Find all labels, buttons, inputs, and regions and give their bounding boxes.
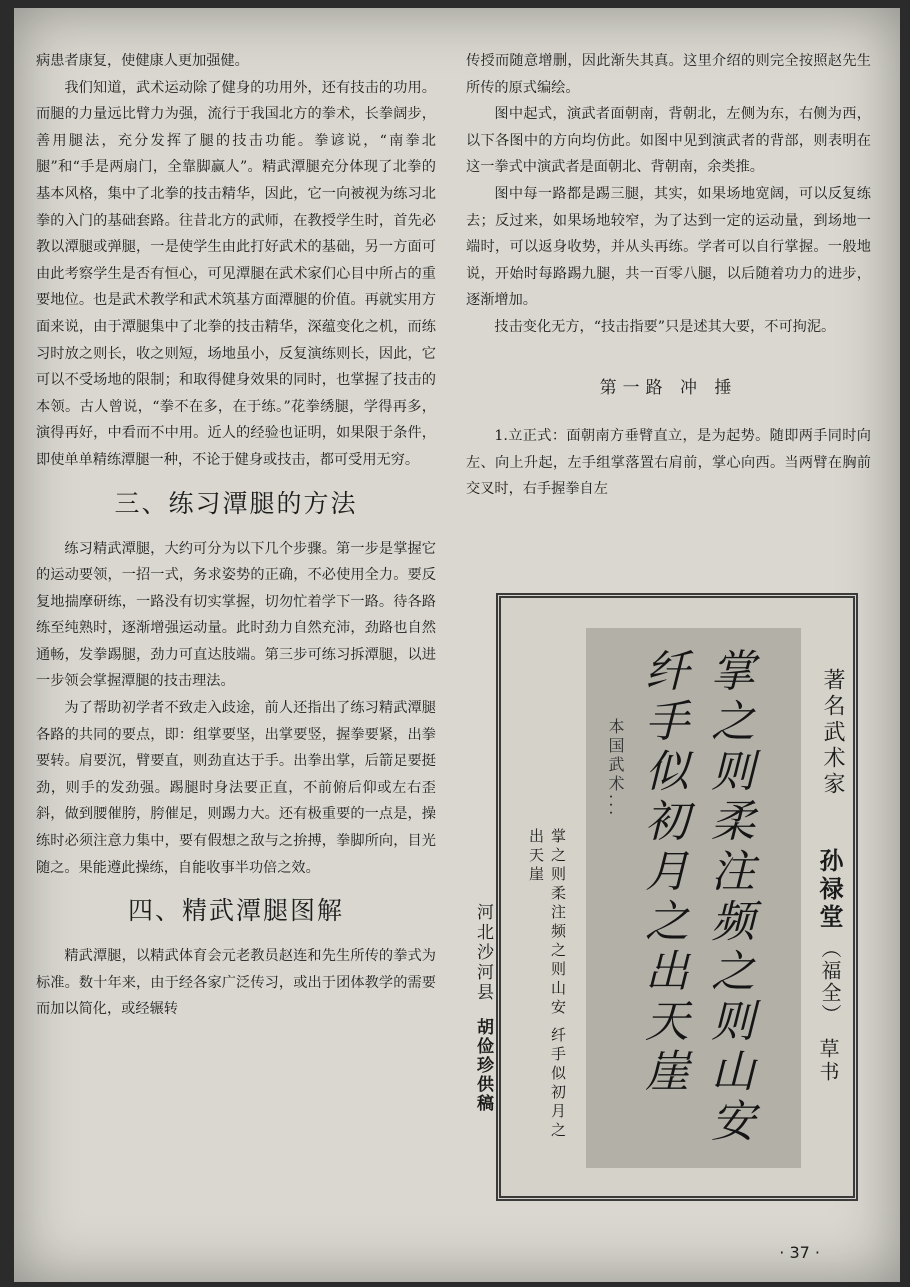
calligraphy-scroll	[586, 628, 801, 1168]
paragraph: 技击变化无方，“技击指要”只是述其大要，不可拘泥。	[494, 318, 836, 335]
section-heading-4: 四、精武潭腿图解	[127, 896, 344, 926]
caption-title: 著名武术家	[820, 668, 845, 798]
paragraph: 练习精武潭腿，大约可分为以下几个步骤。第一步是掌握它的运动要领，一招一式，务求姿势的正确，不必使用全力。要反复地揣摩研练，一路没有切实掌握，切勿忙着学下一路。待各路练至纯熟时，逐渐增强运动量。此时劲力自然充沛，劲路也自然通畅，发拳踢腿，劲力可直达肢端。第三步可练习拆潭腿，以进一步领会掌握潭腿的技击理法。	[36, 540, 436, 690]
right-column	[466, 48, 871, 503]
paragraph: 传授而随意增删，因此渐失其真。这里介绍的则完全按照赵先生所传的原式编绘。	[466, 53, 871, 96]
calligraphy-inscription: 本国武术...	[606, 718, 625, 819]
paragraph: 为了帮助初学者不致走入歧途，前人还指出了练习精武潭腿各路的共同的要点，即：组掌要坚，出掌要竖，握拳要紧，出拳要转。肩要沉，臂要直，则劲直达于手。出拳出掌，后箭足要挺劲，则手的发劲强。踢腿时身法要正直，不前俯后仰或左右歪斜，做到腰催胯，胯催足，则踢力大。还有极重要的一点是，操练时必须注意力集中，要有假想之敌与之拚搏，拳脚所向，目光随之。果能遵此操练，自能收事半功倍之效。	[36, 700, 436, 876]
paragraph: 精武潭腿，以精武体育会元老教员赵连和先生所传的拳式为标准。数十年来，由于经各家广泛传习，或出于团体教学的需要而加以简化，或经辗转	[36, 948, 436, 1018]
magazine-page	[14, 8, 900, 1282]
caption-transcription: 掌之则柔注频之则山安 纤手似初月之出天崖	[527, 828, 567, 1141]
paragraph: 图中每一路都是踢三腿，其实，如果场地宽阔，可以反复练去；反过来，如果场地较窄，为了达到一定的运动量，到场地一端时，可以返身收势，并从头再练。学者可以自行掌握。一般地说，开始时每路踢九腿，共一百零八腿，以后随着功力的进步，逐渐增加。	[466, 185, 871, 309]
contributor-place: 河北沙河县	[473, 903, 493, 1003]
paragraph: 图中起式，演武者面朝南，背朝北，左侧为东，右侧为西，以下各图中的方向均仿此。如图中见到演武者的背部，则表明在这一拳式中演武者是面朝北、背朝南，余类推。	[466, 106, 871, 176]
left-column	[36, 48, 436, 1023]
calligraphy-main-text: 掌之则柔注频之则山安纤手似初月之出天崖	[637, 648, 754, 1148]
caption-name: 孙禄堂	[815, 848, 844, 932]
subsection-heading: 第一路 冲 捶	[599, 377, 738, 398]
page-number: · 37 ·	[779, 1243, 820, 1262]
paragraph: 我们知道，武术运动除了健身的功用外，还有技击的功用。而腿的力量远比臂力为强，流行于我国北方的拳术，长拳阔步，善用腿法，充分发挥了腿的技击功能。拳谚说，“南拳北腿”和“手是两扇门，全靠脚赢人”。精武潭腿充分体现了北拳的基本风格，集中了北拳的技击精华，因此，它一向被视为练习北拳的入门的基础套路。往昔北方的武师，在教授学生时，首先必教以潭腿或弹腿，一是使学生由此打好武术的基础，另一方面可由此考察学生是否有恒心，可见潭腿在武术家们心目中所占的重要地位。也是武术教学和武术筑基方面潭腿的价值。再就实用方面来说，由于潭腿集中了北拳的技击精华，深蕴变化之机，而练习时放之则长，收之则短，场地虽小，反复演练则长，因此，它可以不受场地的限制；和取得健身效果的同时，也掌握了技击的本领。古人曾说，“拳不在多，在于练。”花拳绣腿，学得再多，演得再好，中看而不中用。近人的经验也证明，如果限于条件，即使单单精练潭腿一种，不论于健身或技击，都可受用无穷。	[36, 79, 436, 468]
section-heading-3: 三、练习潭腿的方法	[114, 488, 358, 518]
calligraphy-frame	[473, 593, 858, 1201]
caption-alias: （福全）	[818, 938, 842, 1026]
paragraph: 1.立正式：面朝南方垂臂直立，是为起势。随即两手同时向左、向上升起，左手组掌落置右肩前，掌心向西。当两臂在胸前交叉时，右手握拳自左	[466, 428, 871, 498]
caption-genre: 草书	[816, 1038, 840, 1084]
paragraph: 病患者康复，使健康人更加强健。	[36, 53, 249, 69]
contributor-name: 胡俭珍供稿	[473, 1018, 493, 1113]
